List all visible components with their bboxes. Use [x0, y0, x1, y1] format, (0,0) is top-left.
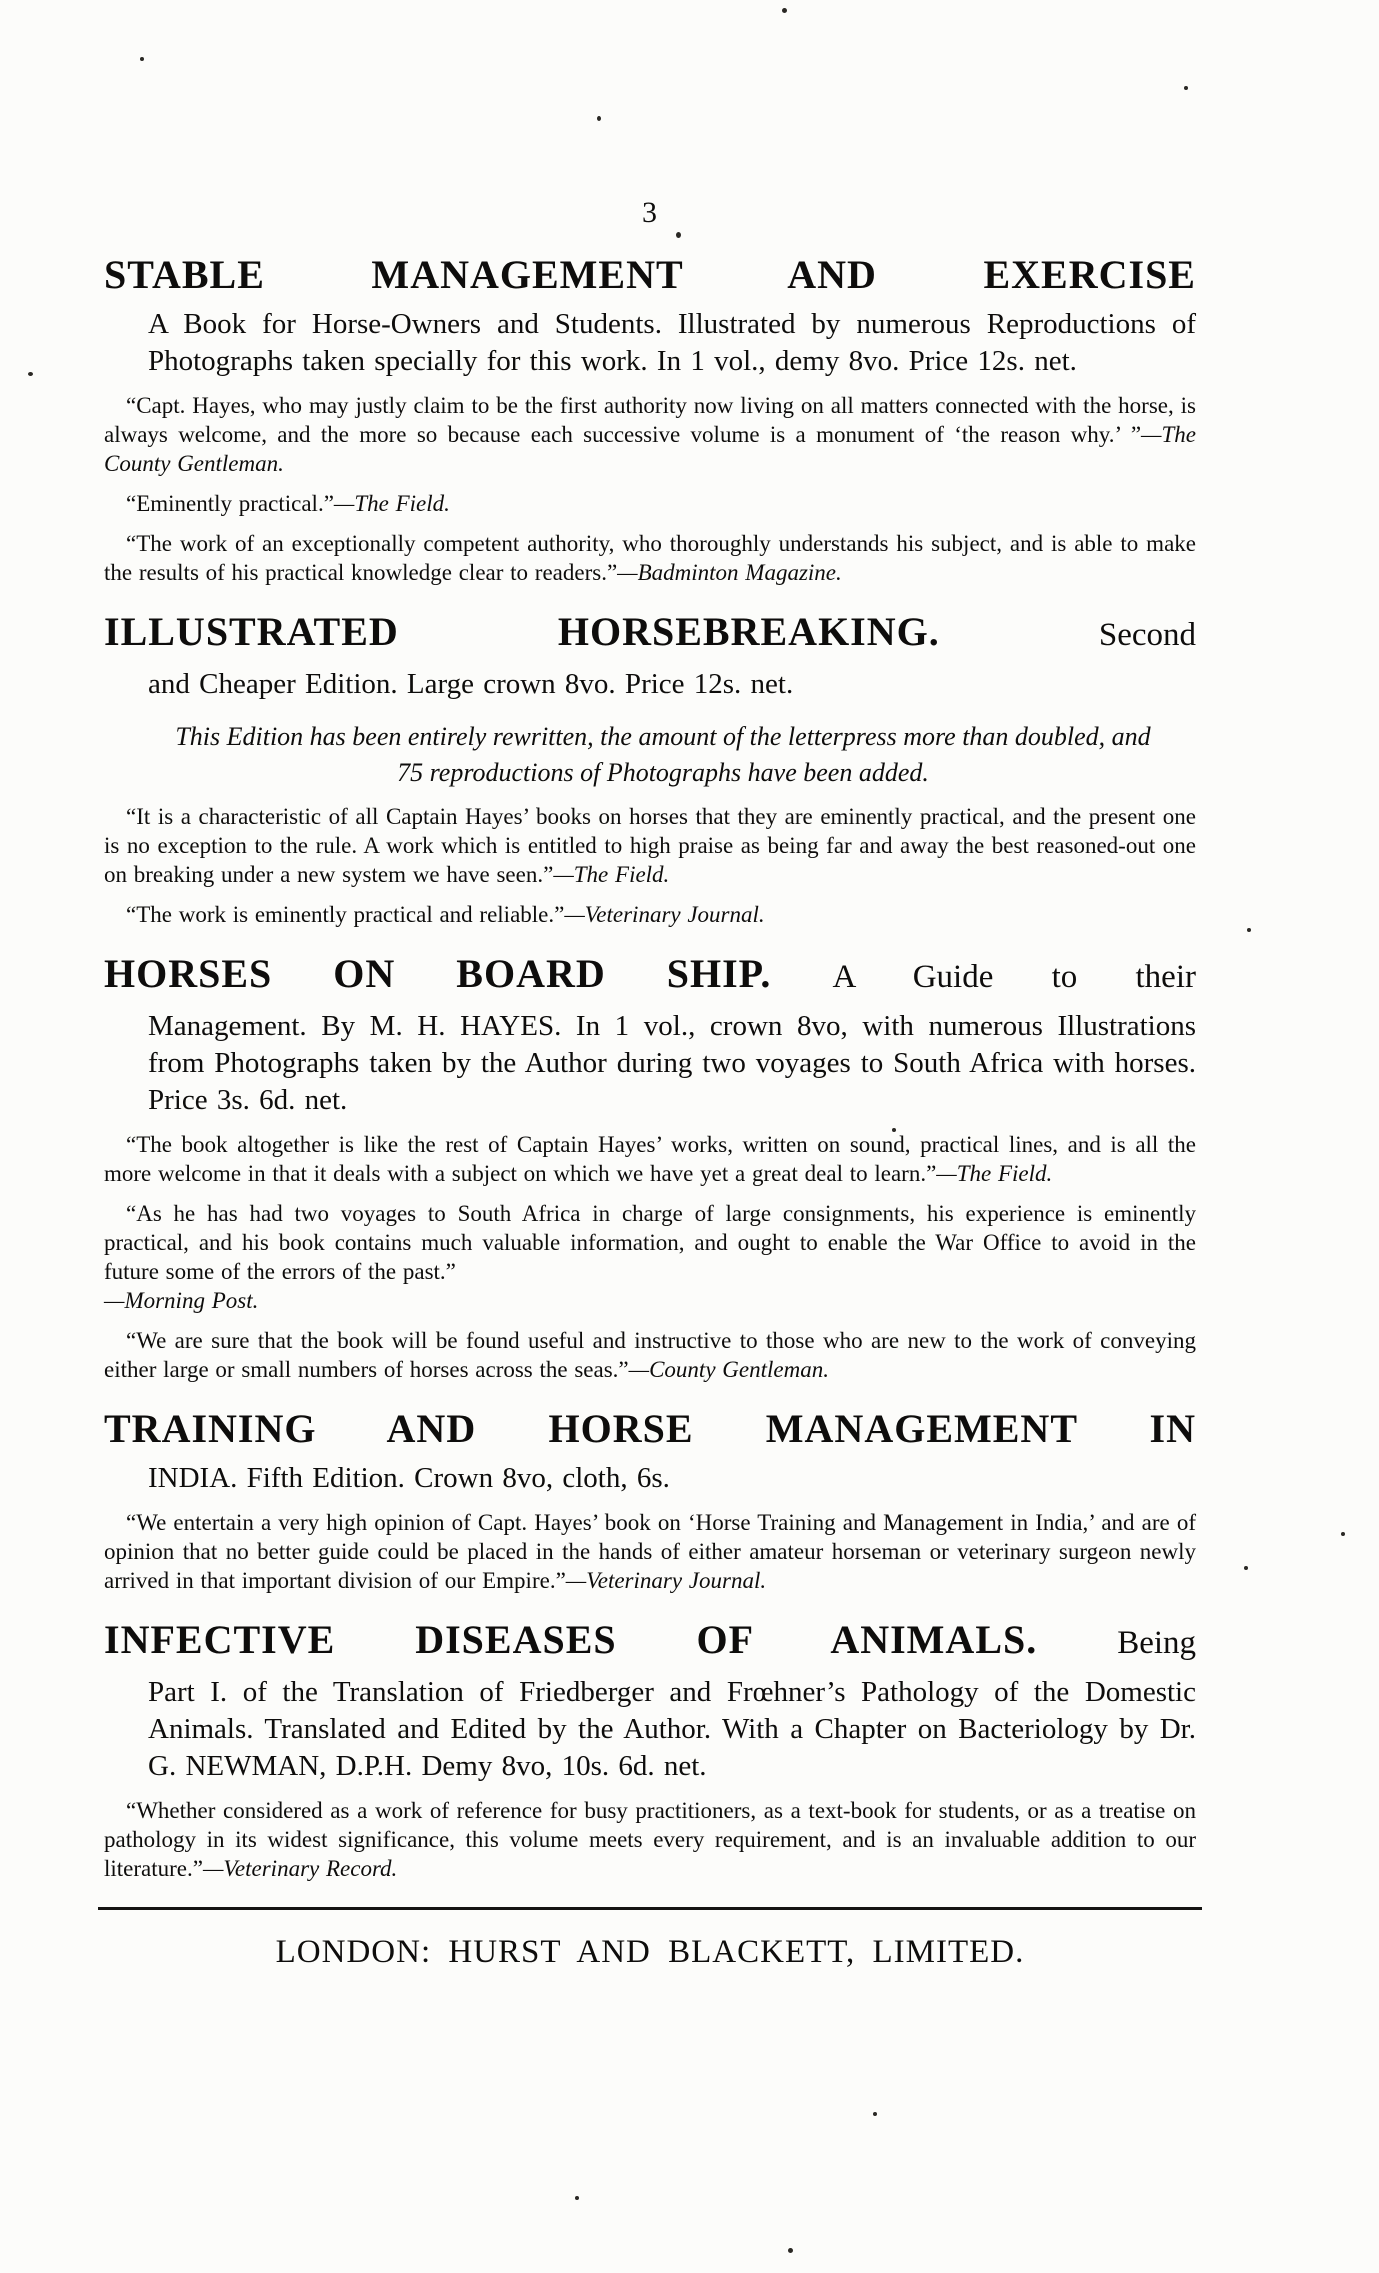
review-source: —Veterinary Journal. — [565, 1568, 767, 1593]
section-subtitle: Part I. of the Translation of Friedberger and Frœhner’s Pathology of the Domestic Animals. Translated and Edited by the Author. With a Chapter on Bacteriology by Dr. G. NEWMAN, D.P.H. Demy 8vo, 10s. 6d. net. — [148, 1676, 1196, 1782]
press-review — [104, 1199, 1196, 1315]
press-review — [104, 802, 1196, 889]
book-title: INFECTIVE DISEASES OF ANIMALS. — [104, 1617, 1038, 1662]
review-text: “Whether considered as a work of reference for busy practitioners, as a text-book for students, or as a treatise on pathology in its widest significance, this volume meets every requirement, and is an invaluable addition to our literature.” — [104, 1798, 1196, 1881]
ink-speckle — [140, 57, 144, 61]
review-source: —The Field. — [553, 862, 670, 887]
review-source: —The Field. — [936, 1161, 1053, 1186]
press-review — [104, 1326, 1196, 1384]
review-text: “We are sure that the book will be found useful and instructive to those who are new to the work of conveying either large or small numbers of horses across the seas.” — [104, 1328, 1196, 1382]
book-section — [104, 1406, 1196, 1595]
review-source: —Morning Post. — [104, 1288, 259, 1313]
review-source: —County Gentleman. — [628, 1357, 829, 1382]
ink-speckle — [873, 2112, 877, 2116]
review-source: —The Field. — [333, 491, 450, 516]
ink-speckle — [788, 2248, 793, 2253]
sections — [104, 252, 1196, 1883]
press-review — [104, 489, 1196, 518]
review-text: “We entertain a very high opinion of Capt. Hayes’ book on ‘Horse Training and Management in India,’ and are of opinion that no better guide could be placed in the hands of either amateur horseman or veterinary surgeon newly arrived in that important division of our Empire.” — [104, 1510, 1196, 1593]
section-title — [104, 1406, 1196, 1452]
press-review — [104, 1130, 1196, 1188]
book-title: HORSES ON BOARD SHIP. — [104, 951, 772, 996]
ink-speckle — [28, 372, 33, 376]
book-section — [104, 1617, 1196, 1883]
page-number: 3 — [642, 196, 658, 229]
edition-note: This Edition has been entirely rewritten, the amount of the letterpress more than doubled, and 75 reproductions of Photographs have been added. — [175, 722, 1151, 787]
section-title — [104, 1617, 1196, 1666]
press-review — [104, 900, 1196, 929]
ink-speckle — [597, 116, 601, 121]
review-text: “Capt. Hayes, who may justly claim to be the first authority now living on all matters connected with the horse, is always welcome, and the more so because each successive volume is a monument of ‘the reason why.’ ” — [104, 393, 1196, 447]
press-review — [104, 1796, 1196, 1883]
section-subtitle: INDIA. Fifth Edition. Crown 8vo, cloth, 6s. — [148, 1462, 670, 1494]
review-text: “As he has had two voyages to South Africa in charge of large consignments, his experience is eminently practical, and his book contains much valuable information, and ought to enable the War Office to avoid in the future some of the errors of the past.” — [104, 1201, 1196, 1284]
press-review — [104, 391, 1196, 478]
review-source: —Veterinary Journal. — [564, 902, 765, 927]
title-continuation: Being — [1117, 1625, 1197, 1661]
section-title — [104, 252, 1196, 298]
section-subtitle: and Cheaper Edition. Large crown 8vo. Price 12s. net. — [148, 668, 794, 700]
book-section — [104, 609, 1196, 929]
review-text: “The work of an exceptionally competent authority, who thoroughly understands his subject, and is able to make the results of his practical knowledge clear to readers.” — [104, 531, 1196, 585]
press-review — [104, 529, 1196, 587]
book-title: ILLUSTRATED HORSEBREAKING. — [104, 609, 940, 654]
section-title — [104, 951, 1196, 1000]
title-continuation: A Guide to their — [832, 959, 1196, 995]
review-text: “It is a characteristic of all Captain Hayes’ books on horses that they are eminently practical, and the present one is no exception to the rule. A work which is entitled to high praise as being far and away the best reasoned-out one on breaking under a new system we have seen.” — [104, 804, 1196, 887]
review-text: “Eminently practical.” — [126, 491, 334, 516]
title-continuation: Second — [1098, 617, 1197, 653]
ink-speckle — [1341, 1532, 1345, 1536]
ink-speckle — [782, 8, 787, 13]
review-source: —The County Gentleman. — [104, 422, 1196, 476]
book-title: TRAINING AND HORSE MANAGEMENT IN — [104, 1406, 1196, 1451]
section-title — [104, 609, 1196, 658]
ink-speckle — [575, 2196, 579, 2200]
section-subtitle: A Book for Horse-Owners and Students. Illustrated by numerous Reproductions of Photographs taken specially for this work. In 1 vol., demy 8vo. Price 12s. net. — [148, 308, 1196, 377]
book-title: STABLE MANAGEMENT AND EXERCISE — [104, 252, 1196, 297]
press-review — [104, 1508, 1196, 1595]
ink-speckle — [1247, 928, 1251, 932]
text-block — [104, 196, 1196, 1972]
publisher-imprint: LONDON: HURST AND BLACKETT, LIMITED. — [275, 1934, 1025, 1970]
section-subtitle: Management. By M. H. HAYES. In 1 vol., crown 8vo, with numerous Illustrations from Photographs taken by the Author during two voyages to South Africa with horses. Price 3s. 6d. net. — [148, 1010, 1196, 1116]
review-source: —Veterinary Record. — [202, 1856, 398, 1881]
book-section — [104, 951, 1196, 1384]
footer-rule — [98, 1907, 1202, 1910]
ink-speckle — [1184, 86, 1188, 90]
review-text: “The book altogether is like the rest of Captain Hayes’ works, written on sound, practical lines, and is all the more welcome in that it deals with a subject on which we have yet a great deal to learn.” — [104, 1132, 1196, 1186]
book-section — [104, 252, 1196, 587]
ink-speckle — [1244, 1566, 1248, 1570]
review-text: “The work is eminently practical and reliable.” — [126, 902, 565, 927]
review-source: —Badminton Magazine. — [617, 560, 842, 585]
